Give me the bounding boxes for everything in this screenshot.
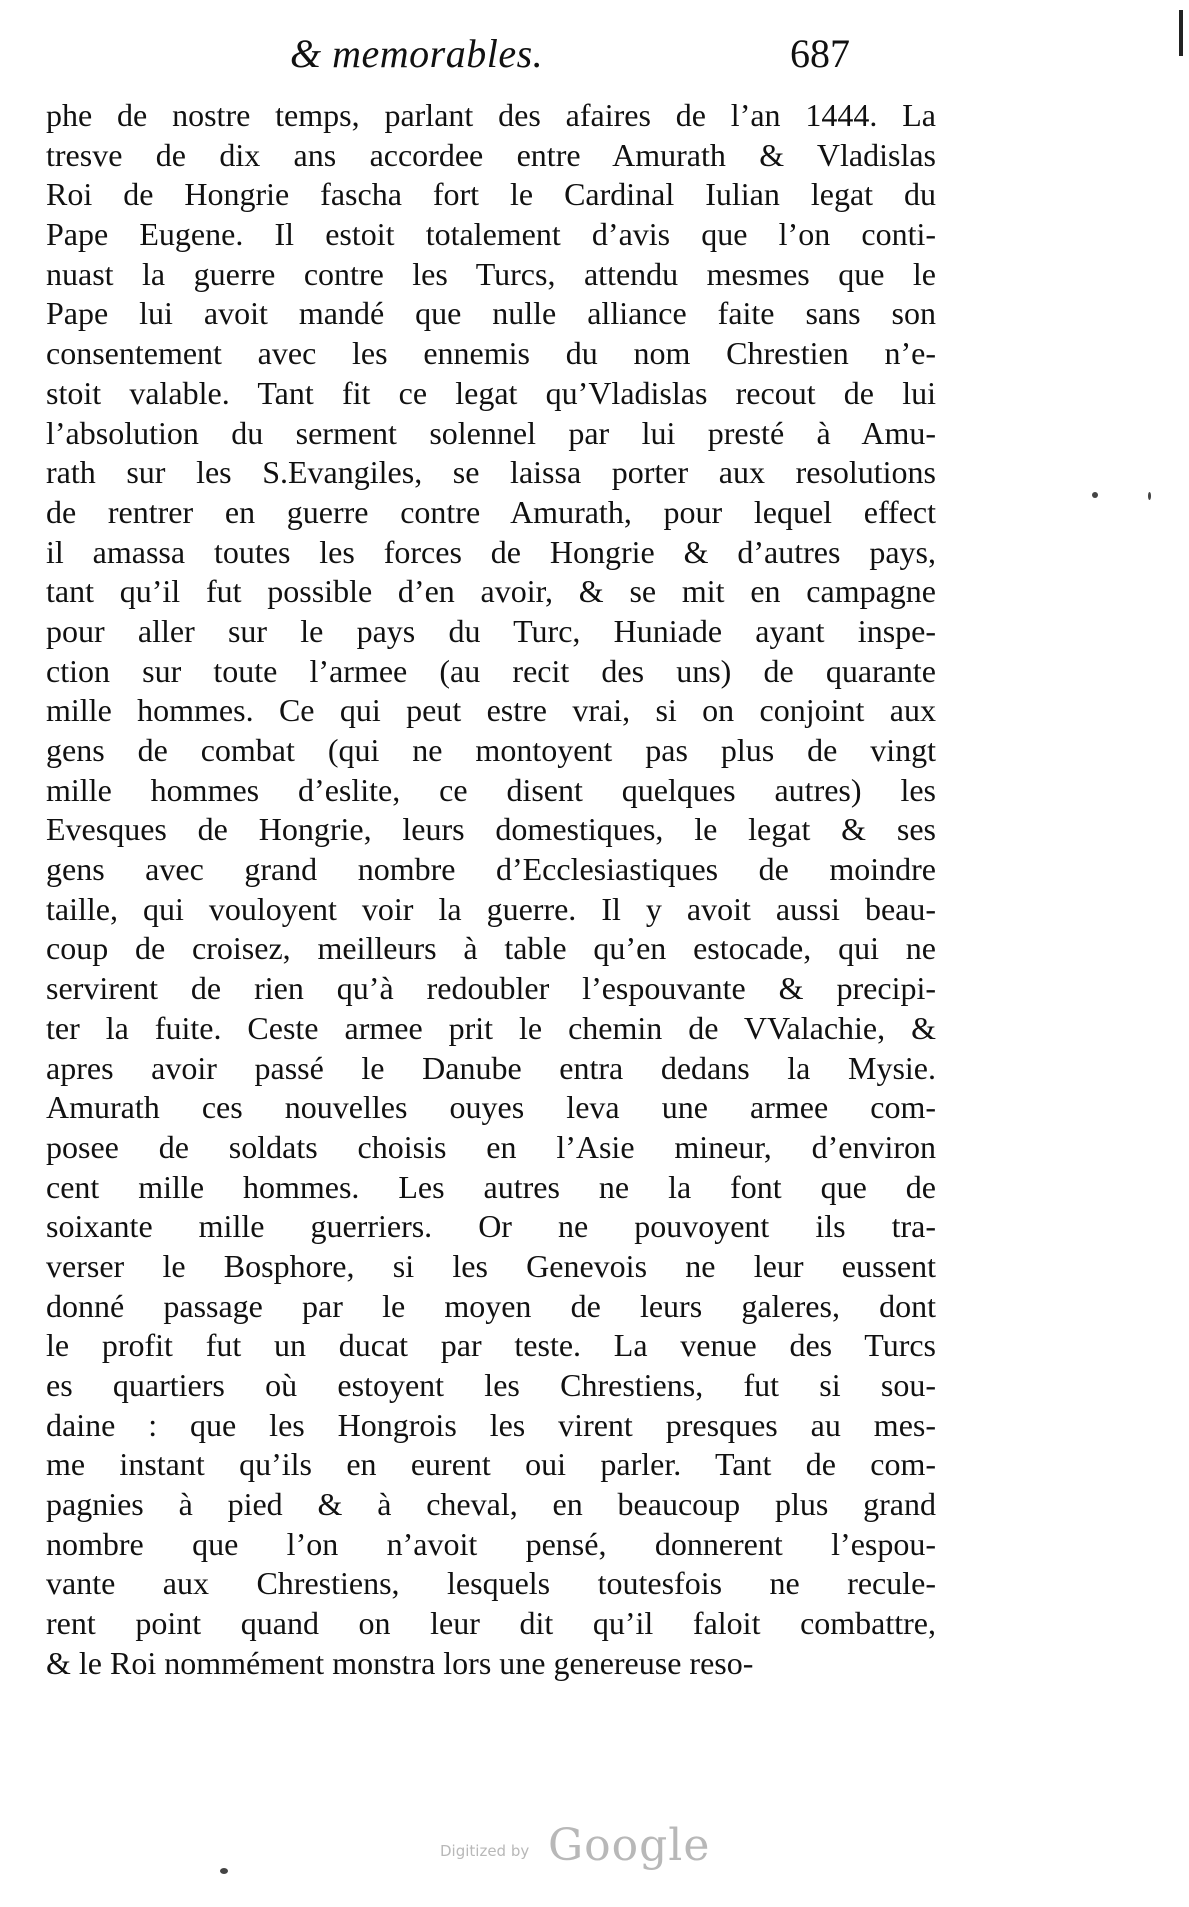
text-line: il amassa toutes les forces de Hongrie & d’autres pays, (46, 533, 936, 570)
text-line: gens avec grand nombre d’Ecclesiastiques de moindre (46, 851, 936, 888)
text-line: pour aller sur le pays du Turc, Huniade ayant inspe- (46, 612, 936, 649)
text-line: Pape Eugene. Il estoit totalement d’avis que l’on conti- (46, 216, 936, 253)
text-line: servirent de rien qu’à redoubler l’espouvante & precipi- (46, 970, 936, 1007)
text-line: nuast la guerre contre les Turcs, attendu mesmes que le (46, 255, 936, 292)
page-number: 687 (790, 31, 850, 76)
text-line: mille hommes. Ce qui peut estre vrai, si on conjoint aux (46, 692, 936, 729)
text-line: Evesques de Hongrie, leurs domestiques, le legat & ses (46, 811, 936, 848)
text-line: coup de croisez, meilleurs à table qu’en estocade, qui ne (46, 930, 936, 967)
ink-speck (1092, 492, 1098, 498)
text-line: stoit valable. Tant fit ce legat qu’Vladislas recout de lui (46, 374, 936, 411)
text-line: phe de nostre temps, parlant des afaires de l’an 1444. La (46, 97, 936, 133)
text-line: de rentrer en guerre contre Amurath, pour lequel effect (46, 493, 936, 530)
text-line: verser le Bosphore, si les Genevois ne leur eussent (46, 1247, 936, 1284)
text-line: rent point quand on leur dit qu’il faloit combattre, (46, 1605, 936, 1642)
text-line: taille, qui vouloyent voir la guerre. Il y avoit aussi beau- (46, 890, 936, 927)
text-line: me instant qu’ils en eurent oui parler. Tant de com- (46, 1446, 936, 1483)
text-line: apres avoir passé le Danube entra dedans la Mysie. (46, 1049, 936, 1086)
text-line: l’absolution du serment solennel par lui presté à Amu- (46, 414, 936, 451)
ink-speck (220, 1868, 228, 1874)
text-line: le profit fut un ducat par teste. La venue des Turcs (46, 1327, 936, 1364)
text-line: daine : que les Hongrois les virent presques au mes- (46, 1406, 936, 1443)
text-line: ction sur toute l’armee (au recit des uns) de quarante (46, 652, 936, 689)
text-line: Pape lui avoit mandé que nulle alliance faite sans son (46, 295, 936, 332)
text-line: posee de soldats choisis en l’Asie mineur, d’environ (46, 1128, 936, 1165)
text-line: Roi de Hongrie fascha fort le Cardinal Iulian legat du (46, 176, 936, 213)
ink-speck (1148, 492, 1151, 500)
text-line: tant qu’il fut possible d’en avoir, & se mit en campagne (46, 573, 936, 610)
text-line: donné passage par le moyen de leurs galeres, dont (46, 1287, 936, 1324)
text-line: cent mille hommes. Les autres ne la font que de (46, 1168, 936, 1205)
page-edge-mark (1179, 10, 1183, 56)
text-line: mille hommes d’eslite, ce disent quelques autres) les (46, 771, 936, 808)
text-line: es quartiers où estoyent les Chrestiens, fut si sou- (46, 1367, 936, 1403)
text-line: consentement avec les ennemis du nom Chrestien n’e- (46, 335, 936, 372)
text-line: gens de combat (qui ne montoyent pas plus de vingt (46, 732, 936, 768)
text-line: & le Roi nommément monstra lors une genereuse reso- (46, 1644, 754, 1681)
text-line: soixante mille guerriers. Or ne pouvoyent ils tra- (46, 1208, 936, 1245)
text-line: nombre que l’on n’avoit pensé, donnerent l’espou- (46, 1525, 936, 1562)
running-title: & memorables. (290, 31, 544, 76)
google-logo: Google (548, 1820, 711, 1871)
text-line: vante aux Chrestiens, lesquels toutesfois ne recule- (46, 1565, 936, 1602)
text-line: ter la fuite. Ceste armee prit le chemin de VValachie, & (46, 1009, 936, 1046)
digitized-by-google-watermark (440, 1820, 711, 1871)
digitized-label: Digitized by (440, 1842, 530, 1860)
body-text (46, 96, 936, 1684)
text-line: Amurath ces nouvelles ouyes leva une armee com- (46, 1089, 936, 1126)
text-line: tresve de dix ans accordee entre Amurath & Vladislas (46, 136, 936, 173)
text-line: pagnies à pied & à cheval, en beaucoup plus grand (46, 1486, 936, 1523)
text-line: rath sur les S.Evangiles, se laissa porter aux resolutions (46, 454, 936, 491)
